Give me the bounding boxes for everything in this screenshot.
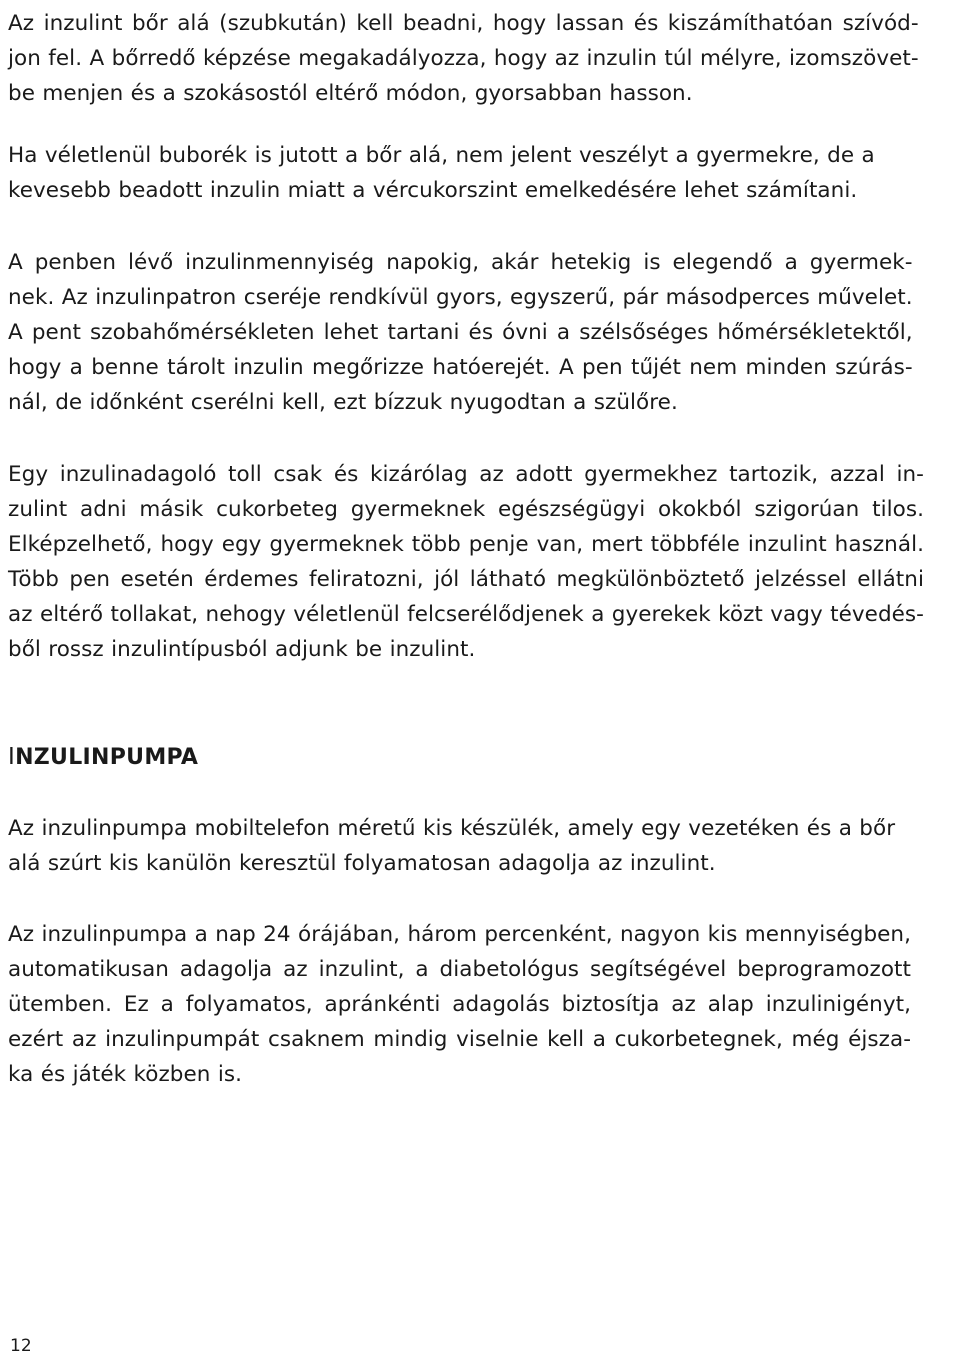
text-line: Egy inzulinadagoló toll csak és kizárólag az adott gyermekhez tartozik, azzal in- (8, 462, 924, 487)
text-line: ka és játék közben is. (8, 1062, 243, 1087)
paragraph-subcutaneous-injection (8, 6, 919, 111)
text-line: jon fel. A bőrredő képzése megakadályozza, hogy az inzulin túl mélyre, izomszövet- (8, 46, 919, 71)
text-line: nek. Az inzulinpatron cseréje rendkívül gyors, egyszerű, pár másodperces művelet. (8, 285, 913, 310)
heading-text: NZULINPUMPA (15, 745, 199, 770)
paragraph-pump-description (8, 811, 895, 881)
paragraph-pen-ownership (8, 457, 924, 667)
text-line: be menjen és a szokásostól eltérő módon, gyorsabban hasson. (8, 81, 693, 106)
text-line: Elképzelhető, hogy egy gyermeknek több penje van, mert többféle inzulint használ. (8, 532, 924, 557)
text-line: ezért az inzulinpumpát csaknem mindig viselnie kell a cukorbetegnek, még éjsza- (8, 1027, 911, 1052)
text-line: Ha véletlenül buborék is jutott a bőr alá, nem jelent veszélyt a gyermekre, de a (8, 143, 875, 168)
paragraph-pump-operation (8, 917, 911, 1092)
text-line: Az inzulinpumpa mobiltelefon méretű kis készülék, amely egy vezetéken és a bőr (8, 816, 896, 841)
heading-initial: I (8, 744, 16, 770)
text-line: ből rossz inzulintípusból adjunk be inzulint. (8, 637, 476, 662)
text-line: automatikusan adagolja az inzulint, a diabetológus segítségével beprogramozott (8, 957, 911, 982)
text-line: zulint adni másik cukorbeteg gyermeknek egészségügyi okokból szigorúan tilos. (8, 497, 924, 522)
text-line: A pent szobahőmérsékleten lehet tartani és óvni a szélsőséges hőmérsékletektől, (8, 320, 913, 345)
text-line: Az inzulint bőr alá (szubkután) kell beadni, hogy lassan és kiszámíthatóan szívód- (8, 11, 919, 36)
section-heading (8, 740, 198, 775)
text-line: ütemben. Ez a folyamatos, apránkénti adagolás biztosítja az alap inzulinigényt, (8, 992, 911, 1017)
text-line: nál, de időnként cserélni kell, ezt bízzuk nyugodtan a szülőre. (8, 390, 678, 415)
paragraph-air-bubble (8, 138, 875, 208)
text-line: alá szúrt kis kanülön keresztül folyamatosan adagolja az inzulint. (8, 851, 716, 876)
text-line: A penben lévő inzulinmennyiség napokig, akár hetekig is elegendő a gyermek- (8, 250, 913, 275)
paragraph-pen-insulin-amount (8, 245, 913, 420)
text-line: kevesebb beadott inzulin miatt a vércukorszint emelkedésére lehet számítani. (8, 178, 858, 203)
text-line: Az inzulinpumpa a nap 24 órájában, három percenként, nagyon kis mennyiségben, (8, 922, 911, 947)
page-number: 12 (10, 1336, 32, 1356)
text-line: az eltérő tollakat, nehogy véletlenül felcserélődjenek a gyerekek közt vagy tévedés- (8, 602, 924, 627)
text-line: hogy a benne tárolt inzulin megőrizze hatóerejét. A pen tűjét nem minden szúrás- (8, 355, 913, 380)
text-line: Több pen esetén érdemes feliratozni, jól látható megkülönböztető jelzéssel ellátni (8, 567, 924, 592)
